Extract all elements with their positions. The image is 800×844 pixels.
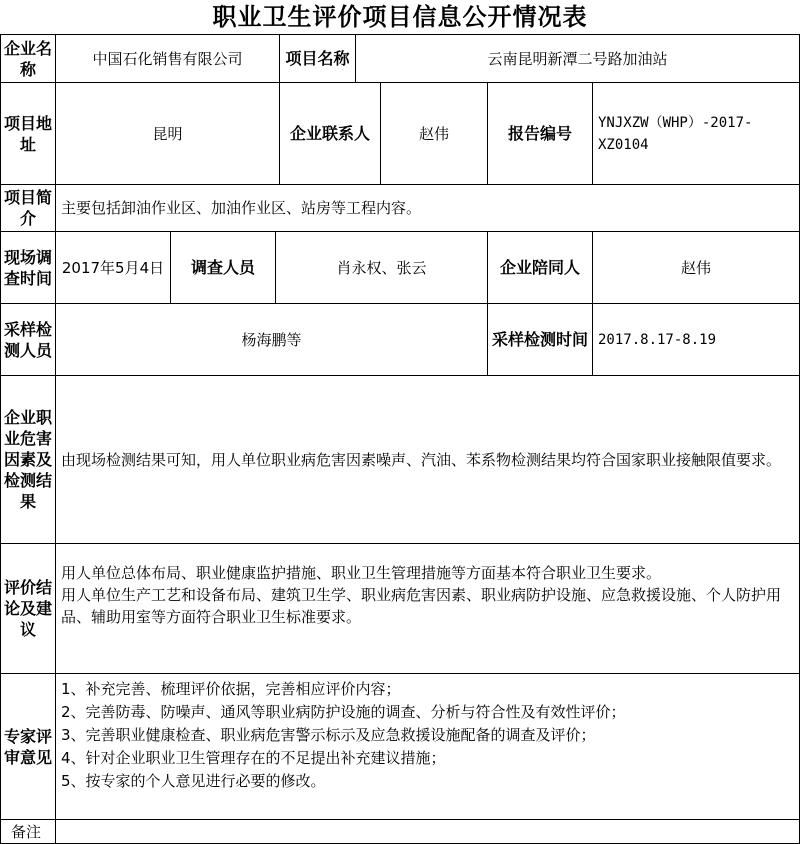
value-evaluation xyxy=(55,543,800,674)
label-expert-opinion: 专家评审意见 xyxy=(0,673,56,820)
label-hazard-results: 企业职业危害因素及检测结果 xyxy=(0,375,56,544)
evaluation-line: 用人单位生产工艺和设备布局、建筑卫生学、职业病危害因素、职业病防护设施、应急救援设施、个人防护用品、辅助用室等方面符合职业卫生标准要求。 xyxy=(61,586,782,626)
label-company-escort: 企业陪同人 xyxy=(487,231,593,304)
label-surveyors: 调查人员 xyxy=(170,231,276,304)
label-sampling-time: 采样检测时间 xyxy=(487,303,593,376)
value-hazard-results xyxy=(55,375,800,544)
value-company-escort: 赵伟 xyxy=(592,231,800,304)
value-remarks xyxy=(55,819,800,844)
page-title: 职业卫生评价项目信息公开情况表 xyxy=(212,3,588,31)
value-project-intro: 主要包括卸油作业区、加油作业区、站房等工程内容。 xyxy=(55,184,800,232)
expert-opinion-item: 5、按专家的个人意见进行必要的修改。 xyxy=(61,772,326,790)
label-sampling-staff: 采样检测人员 xyxy=(0,303,56,376)
label-project-intro: 项目简介 xyxy=(0,184,56,232)
value-report-number: YNJXZW（WHP）-2017-XZ0104 xyxy=(592,82,800,185)
label-survey-time: 现场调查时间 xyxy=(0,231,56,304)
label-company-name: 企业名称 xyxy=(0,34,56,83)
label-project-name: 项目名称 xyxy=(279,34,356,83)
value-surveyors: 肖永权、张云 xyxy=(275,231,488,304)
expert-opinion-item: 2、完善防毒、防噪声、通风等职业病防护设施的调查、分析与符合性及有效性评价； xyxy=(61,703,626,721)
value-sampling-staff: 杨海鹏等 xyxy=(55,303,488,376)
expert-opinion-item: 4、针对企业职业卫生管理存在的不足提出补充建议措施； xyxy=(61,749,446,767)
value-sampling-time: 2017.8.17-8.19 xyxy=(592,303,800,376)
value-company-contact: 赵伟 xyxy=(380,82,488,185)
label-project-address: 项目地址 xyxy=(0,82,56,185)
label-evaluation: 评价结论及建议 xyxy=(0,543,56,674)
expert-opinion-item: 1、补充完善、梳理评价依据，完善相应评价内容； xyxy=(61,680,401,698)
label-report-number: 报告编号 xyxy=(487,82,593,185)
value-survey-time: 2017年5月4日 xyxy=(55,231,171,304)
evaluation-line: 用人单位总体布局、职业健康监护措施、职业卫生管理措施等方面基本符合职业卫生要求。 xyxy=(61,564,662,582)
value-expert-opinion xyxy=(55,673,800,820)
label-company-contact: 企业联系人 xyxy=(279,82,381,185)
hazard-results-text: 由现场检测结果可知，用人单位职业病危害因素噪声、汽油、苯系物检测结果均符合国家职业接触限值要求。 xyxy=(61,450,782,469)
value-company-name: 中国石化销售有限公司 xyxy=(55,34,280,83)
value-project-address: 昆明 xyxy=(55,82,280,185)
label-remarks: 备注 xyxy=(0,819,56,844)
value-project-name: 云南昆明新潭二号路加油站 xyxy=(355,34,800,83)
expert-opinion-item: 3、完善职业健康检查、职业病危害警示标示及应急救援设施配备的调查及评价； xyxy=(61,726,596,744)
